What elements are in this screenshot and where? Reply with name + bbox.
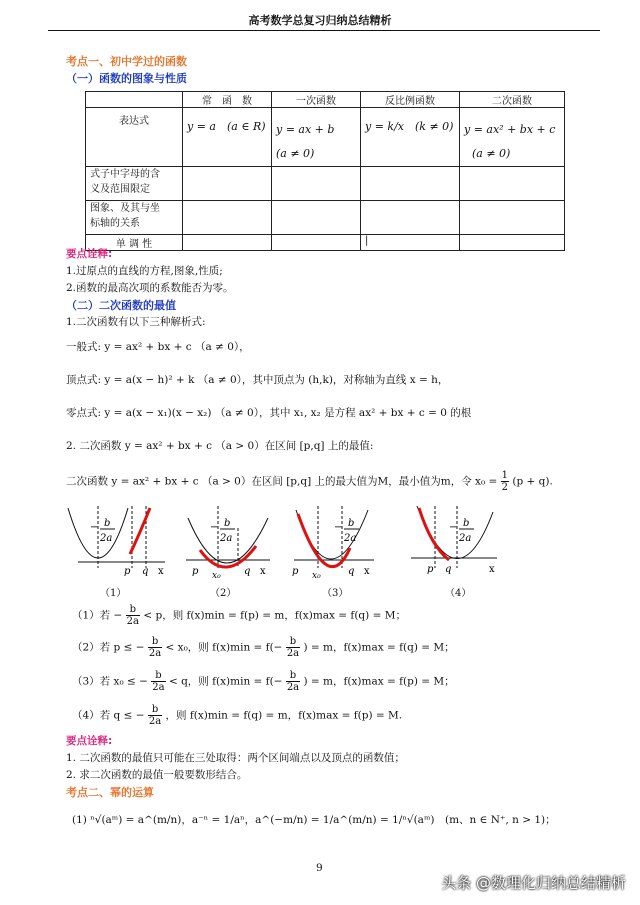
cell-empty (183, 167, 272, 201)
row-label-meaning-line2: 义及范围限定 (90, 184, 150, 195)
case-2-cond: < x₀，则 f(x)min = f(− (165, 641, 283, 654)
zero-form: 零点式: y = a(x − x₁)(x − x₂) （a ≠ 0），其中 x₁, x₂ 是方程 ax² + bx + c = 0 的根 (66, 407, 472, 419)
linear-condition: (a ≠ 0) (276, 147, 315, 160)
case-3-pre: （3）若 x₀ ≤ − (72, 675, 148, 688)
page-header: 高考数学总复习归纳总结精析 (248, 14, 392, 27)
case-4-cond: ，则 f(x)min = f(q) = m，f(x)max = f(p) = M. (165, 709, 403, 722)
half-num: 1 (501, 470, 509, 481)
frac-den: 2a (286, 648, 300, 659)
cell-inverse-expr: y = k/x (k ≠ 0) (361, 108, 460, 167)
frac-den: 2a (148, 648, 162, 659)
q-label-4: q (445, 564, 452, 575)
row-label-graph-line1: 图象、及其与坐 (90, 203, 160, 214)
b-label-1: b (104, 518, 111, 529)
general-form: 一般式: y = ax² + bx + c （a ≠ 0）， (66, 341, 250, 353)
case-4 (72, 704, 402, 727)
x-label-3: x (364, 566, 370, 577)
item2-desc-text: 二次函数 y = ax² + bx + c （a > 0）在区间 [p,q] 上的最大值为M，最小值为m，令 x₀ = (66, 475, 498, 488)
half-den: 2 (501, 482, 509, 493)
p-label-1: p (124, 566, 131, 577)
item2-heading: 2. 二次函数 y = ax² + bx + c （a > 0）在区间 [p,q] 上的最值: (66, 440, 374, 452)
case-1-frac (126, 604, 140, 627)
item2-desc-tail: (p + q). (512, 475, 553, 488)
case-2-pre: （2）若 p ≤ − (72, 641, 145, 654)
case-1-cond: < p，则 f(x)min = f(p) = m，f(x)max = f(q) = M； (143, 609, 406, 622)
th-inverse: 反比例函数 (361, 92, 460, 108)
x0-label-3: x₀ (312, 571, 321, 581)
cell-empty (460, 201, 565, 235)
section2-intro: 1.二次函数有以下三种解析式: (66, 316, 206, 328)
cell-quadratic-expr (460, 108, 565, 167)
cell-empty (460, 167, 565, 201)
cell-cursor: | (361, 235, 460, 251)
row-label-meaning-line1: 式子中字母的含 (90, 169, 160, 180)
x0-label-2: x₀ (212, 571, 221, 581)
notes1-item-1: 1.过原点的直线的方程,图象,性质; (66, 265, 223, 277)
two-a-label-4: 2a (459, 533, 472, 544)
case-2-frac (148, 636, 162, 659)
x-label-4: x (489, 564, 495, 575)
function-table (85, 91, 565, 251)
p-label-2: p (192, 566, 199, 577)
quadratic-condition: (a ≠ 0) (472, 147, 511, 160)
cell-empty (361, 201, 460, 235)
case-3-mid: ) = m，f(x)max = f(p) = M； (303, 675, 455, 688)
power-formula: (1) ⁿ√(aᵐ) = a^(m/n)，a⁻ⁿ = 1/aⁿ，a^(−m/n) = 1/a^(m/n) = 1/ⁿ√(aᵐ) (m、n ∈ N⁺, n > 1)； (72, 814, 556, 826)
q-label-2: q (244, 566, 251, 577)
frac-den: 2a (126, 616, 139, 627)
cell-empty (272, 235, 361, 251)
th-constant: 常 函 数 (183, 92, 272, 108)
case-3-frac (151, 670, 165, 693)
case-3 (72, 670, 455, 693)
header-rule (48, 30, 600, 31)
case-1 (72, 604, 406, 627)
case-4-frac (148, 704, 162, 727)
cell-linear-expr (272, 108, 361, 167)
notes2-title: 要点诠释: (66, 735, 113, 747)
case-2 (72, 636, 455, 659)
row-label-meaning (86, 167, 183, 201)
cell-empty (272, 201, 361, 235)
graph-case-3 (292, 506, 374, 581)
row-label-expression: 表达式 (86, 108, 183, 167)
minus-label-3: − (334, 522, 343, 533)
notes1-item-2: 2.函数的最高次项的系数能否为零。 (66, 282, 234, 294)
notes2-item-2: 2. 求二次函数的最值一般要数形结合。 (66, 769, 248, 781)
b-label-4: b (463, 518, 470, 529)
two-a-label-3: 2a (344, 533, 357, 544)
th-quadratic: 二次函数 (460, 92, 565, 108)
frac-den: 2a (286, 682, 300, 693)
graph-case-4 (411, 506, 497, 575)
frac-num: b (151, 670, 165, 682)
row-label-monotonic: 单 调 性 (86, 235, 183, 251)
q-label-3: q (348, 566, 355, 577)
frac-num: b (126, 604, 140, 616)
frac-num: b (286, 670, 300, 682)
vertex-form: 顶点式: y = a(x − h)² + k （a ≠ 0），其中顶点为 (h,k)，对称轴为直线 x = h， (66, 374, 449, 386)
highlight-curve-1 (130, 508, 150, 554)
frac-num: b (148, 636, 162, 648)
case-2-mid: ) = m，f(x)max = f(q) = M； (303, 641, 455, 654)
cell-empty (272, 167, 361, 201)
th-linear: 一次函数 (272, 92, 361, 108)
x-label-2: x (260, 566, 266, 577)
x-label-1: x (158, 566, 164, 577)
b-label-2: b (224, 518, 231, 529)
row-label-graph-line2: 标轴的关系 (90, 218, 140, 229)
q-label-1: q (142, 566, 149, 577)
graph-case-2 (186, 506, 270, 581)
cell-empty (183, 201, 272, 235)
case-1-pre: （1）若 − (72, 609, 123, 622)
p-label-4: p (427, 564, 434, 575)
page-number: 9 (316, 862, 323, 874)
two-a-label-1: 2a (100, 533, 113, 544)
caption-1: （1） (100, 588, 127, 599)
two-a-label-2: 2a (220, 533, 233, 544)
linear-formula: y = ax + b (276, 123, 335, 136)
case-3-frac-b (286, 670, 300, 693)
row-label-graph (86, 201, 183, 235)
quadratic-graphs (60, 498, 495, 598)
notes1-title: 要点诠释: (66, 248, 113, 260)
cell-empty (183, 235, 272, 251)
section3-title: 考点二、幂的运算 (66, 786, 154, 799)
section2-title: （二）二次函数的最值 (66, 299, 176, 312)
section1-title: 考点一、初中学过的函数 (66, 55, 187, 68)
half-fraction (501, 470, 509, 493)
case-3-cond: < q，则 f(x)min = f(− (168, 675, 283, 688)
highlight-curve-2 (200, 546, 256, 567)
cell-empty (460, 235, 565, 251)
minus-label-2: − (210, 522, 219, 533)
frac-den: 2a (152, 682, 165, 693)
graph-case-1 (68, 506, 165, 577)
cell-constant-expr: y = a (a ∈ R) (183, 108, 272, 167)
watermark: 头条 @数理化归纳总结精析 (441, 874, 626, 892)
quadratic-formula: y = ax² + bx + c (464, 123, 556, 136)
case-4-pre: （4）若 q ≤ − (72, 709, 145, 722)
highlight-curve-4 (419, 508, 449, 560)
section1-subtitle: （一）函数的图象与性质 (66, 72, 187, 85)
caption-4: （4） (445, 588, 472, 599)
table-corner (86, 92, 183, 108)
caption-2: （2） (210, 588, 237, 599)
case-2-frac-b (286, 636, 300, 659)
b-label-3: b (348, 518, 355, 529)
frac-num: b (148, 704, 162, 716)
notes2-item-1: 1. 二次函数的最值只可能在三处取得：两个区间端点以及顶点的函数值； (66, 752, 405, 764)
minus-label-4: − (449, 522, 458, 533)
frac-num: b (286, 636, 300, 648)
cell-empty (361, 167, 460, 201)
caption-3: （3） (322, 588, 349, 599)
frac-den: 2a (148, 716, 162, 727)
item2-description (66, 470, 553, 493)
p-label-3: p (292, 566, 299, 577)
minus-label-1: − (90, 522, 99, 533)
